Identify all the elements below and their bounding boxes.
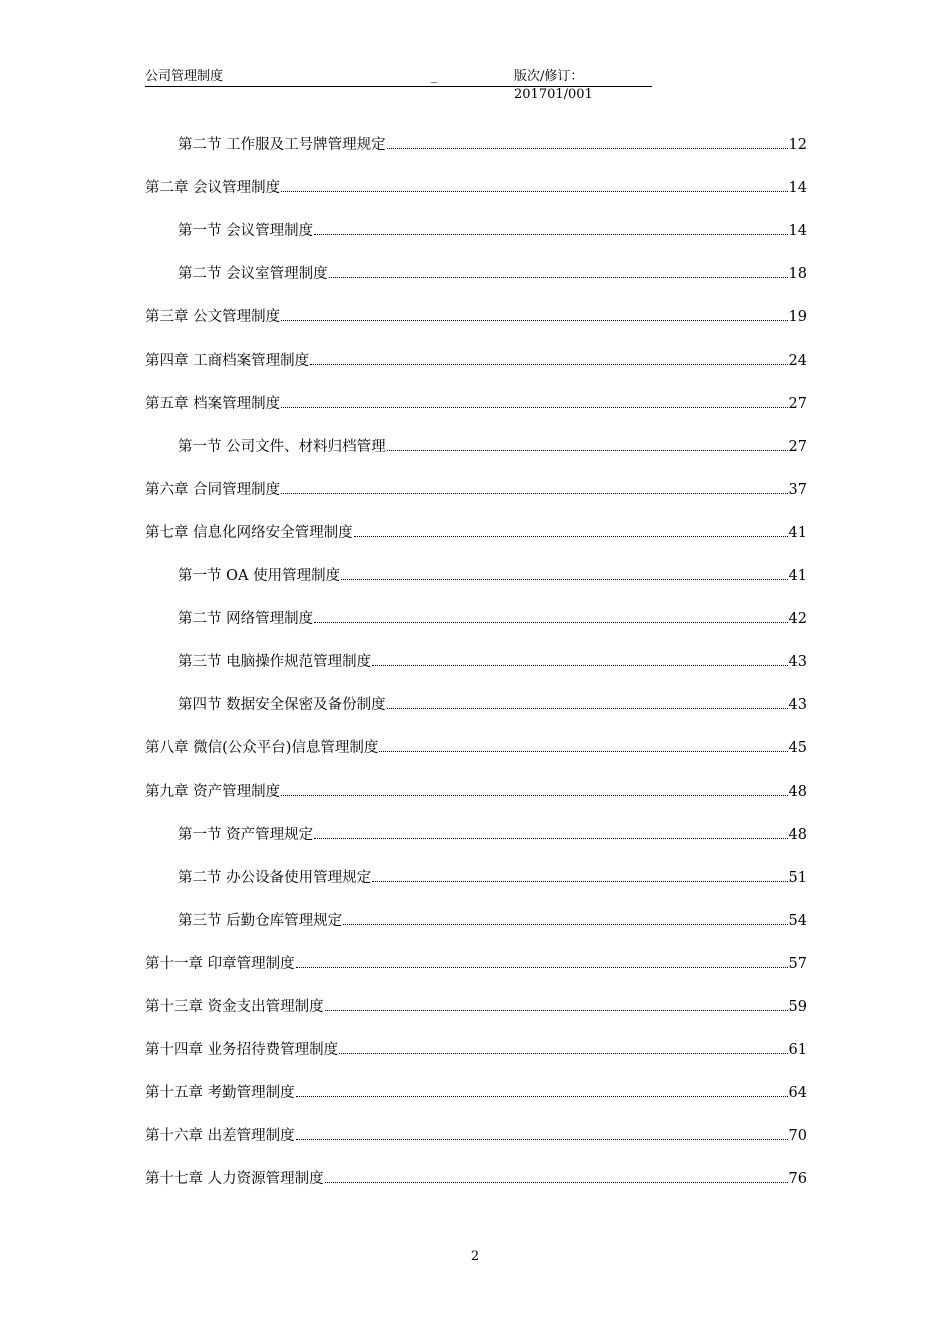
toc-chapter-entry[interactable] [145,392,807,414]
toc-entry-page: 43 [788,697,807,713]
toc-entry-label: 第十四章 业务招待费管理制度 [145,1042,339,1058]
toc-entry-page: 43 [788,654,807,670]
toc-dot-leader [325,1167,788,1183]
toc-entry-label: 第三章 公文管理制度 [145,309,281,325]
toc-section-entry[interactable] [178,650,807,672]
toc-entry-label: 第四章 工商档案管理制度 [145,353,310,369]
toc-dot-leader [281,176,787,192]
toc-entry-page: 24 [788,353,807,369]
toc-entry-label: 第十三章 资金支出管理制度 [145,999,324,1015]
toc-dot-leader [339,1038,787,1054]
toc-dot-leader [325,995,788,1011]
header-title: 公司管理制度 [145,69,224,84]
toc-chapter-entry[interactable] [145,995,807,1017]
toc-section-entry[interactable] [178,133,807,155]
toc-dot-leader [296,1081,788,1097]
toc-entry-label: 第一节 资产管理规定 [178,827,314,843]
toc-entry-page: 18 [788,266,807,282]
toc-entry-label: 第一节 公司文件、材料归档管理 [178,439,386,455]
toc-entry-label: 第五章 档案管理制度 [145,396,281,412]
toc-dot-leader [296,1124,788,1140]
toc-dot-leader [372,650,787,666]
toc-entry-page: 48 [788,827,807,843]
toc-entry-page: 45 [788,740,807,756]
toc-entry-label: 第二节 会议室管理制度 [178,266,328,282]
toc-section-entry[interactable] [178,866,807,888]
toc-dot-leader [281,478,787,494]
toc-entry-page: 61 [788,1042,807,1058]
toc-section-entry[interactable] [178,607,807,629]
toc-entry-label: 第二章 会议管理制度 [145,180,281,196]
page-number: 2 [470,1249,480,1264]
toc-dot-leader [387,435,788,451]
toc-chapter-entry[interactable] [145,780,807,802]
toc-chapter-entry[interactable] [145,176,807,198]
toc-dot-leader [354,521,788,537]
toc-entry-page: 76 [788,1171,807,1187]
toc-entry-page: 64 [788,1085,807,1101]
toc-section-entry[interactable] [178,823,807,845]
toc-dot-leader [387,133,788,149]
toc-dot-leader [379,736,787,752]
toc-dot-leader [281,780,787,796]
toc-chapter-entry[interactable] [145,1167,807,1189]
toc-chapter-entry[interactable] [145,1081,807,1103]
toc-entry-label: 第二节 办公设备使用管理规定 [178,870,372,886]
toc-dot-leader [329,262,788,278]
toc-chapter-entry[interactable] [145,1038,807,1060]
toc-entry-page: 14 [788,223,807,239]
toc-entry-label: 第七章 信息化网络安全管理制度 [145,525,353,541]
toc-entry-label: 第二节 工作服及工号牌管理规定 [178,137,386,153]
toc-section-entry[interactable] [178,435,807,457]
toc-dot-leader [314,607,787,623]
toc-dot-leader [314,823,787,839]
toc-dot-leader [372,866,787,882]
toc-dot-leader [310,349,787,365]
toc-entry-page: 51 [788,870,807,886]
toc-section-entry[interactable] [178,262,807,284]
toc-chapter-entry[interactable] [145,305,807,327]
toc-entry-label: 第四节 数据安全保密及备份制度 [178,697,386,713]
toc-entry-page: 70 [788,1128,807,1144]
toc-chapter-entry[interactable] [145,349,807,371]
header-version: 版次/修订：201701/001 [514,69,593,102]
toc-entry-page: 48 [788,784,807,800]
toc-entry-label: 第二节 网络管理制度 [178,611,314,627]
toc-entry-page: 59 [788,999,807,1015]
header-separator: _ [431,69,438,84]
toc-entry-page: 12 [788,137,807,153]
toc-entry-label: 第八章 微信(公众平台)信息管理制度 [145,740,379,756]
toc-dot-leader [341,564,787,580]
toc-entry-page: 42 [788,611,807,627]
toc-entry-label: 第十一章 印章管理制度 [145,956,295,972]
toc-entry-label: 第九章 资产管理制度 [145,784,281,800]
toc-chapter-entry[interactable] [145,736,807,758]
toc-entry-page: 41 [788,525,807,541]
toc-entry-label: 第三节 后勤仓库管理规定 [178,913,343,929]
toc-entry-label: 第一节 OA 使用管理制度 [178,568,341,584]
toc-dot-leader [343,909,787,925]
toc-dot-leader [296,952,788,968]
toc-entry-label: 第十五章 考勤管理制度 [145,1085,295,1101]
toc-dot-leader [281,392,787,408]
toc-section-entry[interactable] [178,219,807,241]
toc-entry-page: 19 [788,309,807,325]
toc-chapter-entry[interactable] [145,478,807,500]
page-header [145,68,652,102]
toc-entry-page: 37 [788,482,807,498]
toc-entry-page: 27 [788,439,807,455]
toc-entry-label: 第十七章 人力资源管理制度 [145,1171,324,1187]
toc-dot-leader [387,693,788,709]
toc-dot-leader [314,219,787,235]
toc-entry-label: 第六章 合同管理制度 [145,482,281,498]
toc-entry-page: 57 [788,956,807,972]
toc-entry-page: 41 [788,568,807,584]
toc-section-entry[interactable] [178,693,807,715]
toc-entry-label: 第十六章 出差管理制度 [145,1128,295,1144]
toc-section-entry[interactable] [178,909,807,931]
toc-entry-page: 14 [788,180,807,196]
toc-entry-label: 第一节 会议管理制度 [178,223,314,239]
toc-entry-page: 54 [788,913,807,929]
toc-section-entry[interactable] [178,564,807,586]
toc-chapter-entry[interactable] [145,952,807,974]
toc-chapter-entry[interactable] [145,521,807,543]
toc-entry-label: 第三节 电脑操作规范管理制度 [178,654,372,670]
toc-chapter-entry[interactable] [145,1124,807,1146]
toc-entry-page: 27 [788,396,807,412]
toc-dot-leader [281,305,787,321]
